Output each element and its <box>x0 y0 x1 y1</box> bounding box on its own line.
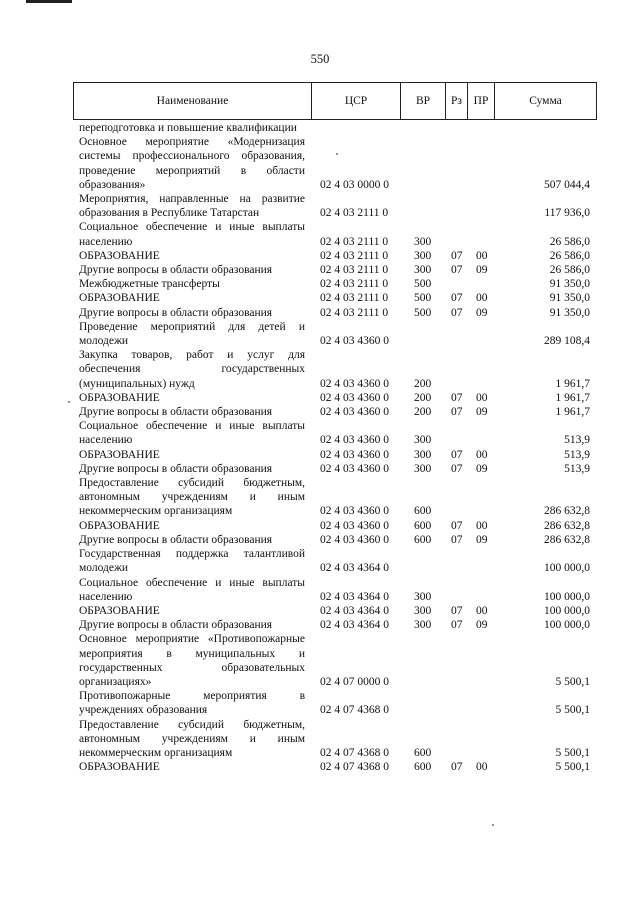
cell-sum: 117 936,0 <box>544 207 590 220</box>
table-row <box>79 277 594 291</box>
cell-csr: 02 4 03 4360 0 <box>320 335 389 348</box>
table-row <box>79 320 594 348</box>
row-name: Противопожарные мероприятия в учреждениях образования <box>79 690 305 717</box>
cell-rz: 07 <box>451 448 463 461</box>
cell-csr: 02 4 03 4360 0 <box>320 448 389 461</box>
cell-sum: 100 000,0 <box>544 590 590 603</box>
cell-sum: 289 108,4 <box>544 335 590 348</box>
table-row <box>79 249 594 263</box>
cell-csr: 02 4 07 4368 0 <box>320 704 389 717</box>
page-number: 550 <box>310 52 330 66</box>
row-name: ОБРАЗОВАНИЕ <box>79 519 160 532</box>
row-name: Предоставление субсидий бюджетным, автономным учреждениям и иным некоммерческим организациям <box>79 477 305 518</box>
header-csr: ЦСР <box>312 83 401 119</box>
cell-vr: 600 <box>414 761 432 774</box>
cell-vr: 600 <box>414 519 432 532</box>
cell-csr: 02 4 03 4364 0 <box>320 562 389 575</box>
row-name: Проведение мероприятий для детей и молодежи <box>79 320 305 348</box>
cell-vr: 300 <box>414 619 432 632</box>
cell-csr: 02 4 03 2111 0 <box>320 292 389 305</box>
cell-rz: 07 <box>451 519 463 532</box>
cell-pr: 09 <box>476 533 488 546</box>
cell-sum: 91 350,0 <box>549 278 590 291</box>
cell-pr: 00 <box>476 448 488 461</box>
scan-mark <box>26 0 72 3</box>
header-vr: ВР <box>401 83 446 119</box>
scan-speck <box>492 824 494 826</box>
row-name: Другие вопросы в области образования <box>79 619 273 632</box>
row-name: Социальное обеспечение и иные выплаты населению <box>79 576 305 603</box>
cell-csr: 02 4 03 2111 0 <box>320 249 389 262</box>
cell-sum: 100 000,0 <box>544 619 590 632</box>
cell-sum: 100 000,0 <box>544 562 590 575</box>
cell-pr: 09 <box>476 264 488 277</box>
header-name: Наименование <box>74 83 312 119</box>
cell-pr: 00 <box>476 292 488 305</box>
table-row <box>79 689 594 717</box>
table-row <box>79 192 594 220</box>
cell-sum: 5 500,1 <box>555 675 590 688</box>
cell-sum: 1 961,7 <box>555 377 590 390</box>
cell-sum: 5 500,1 <box>555 761 590 774</box>
row-name: ОБРАЗОВАНИЕ <box>79 761 160 774</box>
row-name: Другие вопросы в области образования <box>79 306 273 319</box>
cell-sum: 91 350,0 <box>549 306 590 319</box>
cell-vr: 300 <box>414 462 432 475</box>
cell-pr: 09 <box>476 406 488 419</box>
cell-vr: 300 <box>414 249 432 262</box>
table-row <box>79 632 594 689</box>
header-rz: Рз <box>446 83 468 119</box>
cell-pr: 09 <box>476 306 488 319</box>
cell-sum: 26 586,0 <box>549 264 590 277</box>
cell-sum: 26 586,0 <box>549 235 590 248</box>
cell-vr: 300 <box>414 448 432 461</box>
cell-rz: 07 <box>451 462 463 475</box>
cell-rz: 07 <box>451 306 463 319</box>
table-row <box>79 419 594 447</box>
row-name: Другие вопросы в области образования <box>79 406 273 419</box>
row-name: Другие вопросы в области образования <box>79 264 273 277</box>
cell-csr: 02 4 03 4360 0 <box>320 406 389 419</box>
table-body <box>79 121 594 774</box>
cell-sum: 513,9 <box>564 434 590 447</box>
table-row <box>79 448 594 462</box>
cell-pr: 00 <box>476 249 488 262</box>
cell-sum: 1 961,7 <box>555 391 590 404</box>
cell-sum: 286 632,8 <box>544 519 590 532</box>
cell-sum: 1 961,7 <box>555 406 590 419</box>
cell-vr: 300 <box>414 590 432 603</box>
table-row <box>79 760 594 774</box>
table-row <box>79 476 594 519</box>
cell-rz: 07 <box>451 761 463 774</box>
cell-sum: 5 500,1 <box>555 746 590 759</box>
cell-rz: 07 <box>451 264 463 277</box>
cell-rz: 07 <box>451 619 463 632</box>
table-row <box>79 519 594 533</box>
table-row <box>79 405 594 419</box>
cell-rz: 07 <box>451 391 463 404</box>
table-row <box>79 306 594 320</box>
row-name: Закупка товаров, работ и услуг для обеспечения государственных (муниципальных) нужд <box>79 349 305 390</box>
row-name: переподготовка и повышение квалификации <box>79 122 297 134</box>
cell-vr: 300 <box>414 434 432 447</box>
cell-csr: 02 4 03 2111 0 <box>320 235 389 248</box>
header-sum: Сумма <box>529 95 562 107</box>
cell-sum: 513,9 <box>564 448 590 461</box>
cell-pr: 00 <box>476 391 488 404</box>
table-row <box>79 263 594 277</box>
table-row <box>79 576 594 604</box>
cell-rz: 07 <box>451 249 463 262</box>
cell-pr: 09 <box>476 462 488 475</box>
scan-speck <box>336 153 338 155</box>
cell-vr: 300 <box>414 264 432 277</box>
cell-sum: 5 500,1 <box>555 704 590 717</box>
cell-sum: 100 000,0 <box>544 604 590 617</box>
cell-vr: 300 <box>414 235 432 248</box>
cell-rz: 07 <box>451 406 463 419</box>
cell-vr: 200 <box>414 377 432 390</box>
table-row <box>79 718 594 761</box>
table-row <box>79 462 594 476</box>
cell-csr: 02 4 03 4364 0 <box>320 590 389 603</box>
table-row <box>79 291 594 305</box>
cell-vr: 300 <box>414 604 432 617</box>
cell-vr: 500 <box>414 306 432 319</box>
cell-vr: 600 <box>414 533 432 546</box>
row-name: Социальное обеспечение и иные выплаты населению <box>79 420 305 447</box>
cell-csr: 02 4 07 4368 0 <box>320 746 389 759</box>
row-name: Другие вопросы в области образования <box>79 533 273 546</box>
cell-csr: 02 4 07 0000 0 <box>320 675 389 688</box>
table-row <box>79 618 594 632</box>
row-name: ОБРАЗОВАНИЕ <box>79 604 160 617</box>
cell-vr: 200 <box>414 391 432 404</box>
cell-csr: 02 4 03 4364 0 <box>320 619 389 632</box>
header-pr: ПР <box>468 83 495 119</box>
cell-csr: 02 4 03 2111 0 <box>320 207 389 220</box>
cell-vr: 500 <box>414 278 432 291</box>
row-name: Мероприятия, направленные на развитие образования в Республике Татарстан <box>79 193 305 220</box>
scan-speck <box>68 401 70 403</box>
cell-csr: 02 4 03 4360 0 <box>320 391 389 404</box>
cell-csr: 02 4 03 4360 0 <box>320 462 389 475</box>
row-name: ОБРАЗОВАНИЕ <box>79 249 160 262</box>
cell-csr: 02 4 03 4360 0 <box>320 377 389 390</box>
cell-csr: 02 4 03 4360 0 <box>320 505 389 518</box>
cell-csr: 02 4 03 2111 0 <box>320 264 389 277</box>
cell-pr: 00 <box>476 761 488 774</box>
cell-rz: 07 <box>451 533 463 546</box>
cell-csr: 02 4 03 4360 0 <box>320 533 389 546</box>
row-name: Государственная поддержка талантливой молодежи <box>79 548 305 575</box>
row-name: Другие вопросы в области образования <box>79 462 273 475</box>
row-name: Межбюджетные трансферты <box>79 278 220 291</box>
cell-csr: 02 4 03 4360 0 <box>320 519 389 532</box>
row-name: ОБРАЗОВАНИЕ <box>79 292 160 305</box>
cell-vr: 600 <box>414 505 432 518</box>
row-name: ОБРАЗОВАНИЕ <box>79 448 160 461</box>
cell-sum: 26 586,0 <box>549 249 590 262</box>
cell-csr: 02 4 03 2111 0 <box>320 278 389 291</box>
table-row <box>79 547 594 575</box>
table-header <box>73 82 597 120</box>
table-row <box>79 391 594 405</box>
cell-pr: 09 <box>476 619 488 632</box>
table-row <box>79 220 594 248</box>
cell-csr: 02 4 03 4360 0 <box>320 434 389 447</box>
cell-pr: 00 <box>476 604 488 617</box>
row-name: Основное мероприятие «Противопожарные мероприятия в муниципальных и государственных образовательных организациях» <box>79 633 305 688</box>
table-row <box>79 533 594 547</box>
row-name: Социальное обеспечение и иные выплаты населению <box>79 221 305 248</box>
cell-vr: 200 <box>414 406 432 419</box>
row-name: Основное мероприятие «Модернизация системы профессионального образования, проведение мероприятий в области образования» <box>79 136 305 191</box>
cell-rz: 07 <box>451 604 463 617</box>
cell-sum: 507 044,4 <box>544 178 590 191</box>
row-name: ОБРАЗОВАНИЕ <box>79 391 160 404</box>
cell-sum: 286 632,8 <box>544 505 590 518</box>
table-row <box>79 135 594 192</box>
cell-csr: 02 4 03 2111 0 <box>320 306 389 319</box>
cell-csr: 02 4 03 0000 0 <box>320 178 389 191</box>
table-row <box>79 348 594 391</box>
cell-rz: 07 <box>451 292 463 305</box>
cell-vr: 600 <box>414 746 432 759</box>
cell-csr: 02 4 03 4364 0 <box>320 604 389 617</box>
cell-sum: 513,9 <box>564 462 590 475</box>
cell-csr: 02 4 07 4368 0 <box>320 761 389 774</box>
cell-pr: 00 <box>476 519 488 532</box>
table-row <box>79 121 594 135</box>
cell-sum: 286 632,8 <box>544 533 590 546</box>
cell-sum: 91 350,0 <box>549 292 590 305</box>
table-row <box>79 604 594 618</box>
cell-vr: 500 <box>414 292 432 305</box>
row-name: Предоставление субсидий бюджетным, автономным учреждениям и иным некоммерческим организациям <box>79 718 305 759</box>
